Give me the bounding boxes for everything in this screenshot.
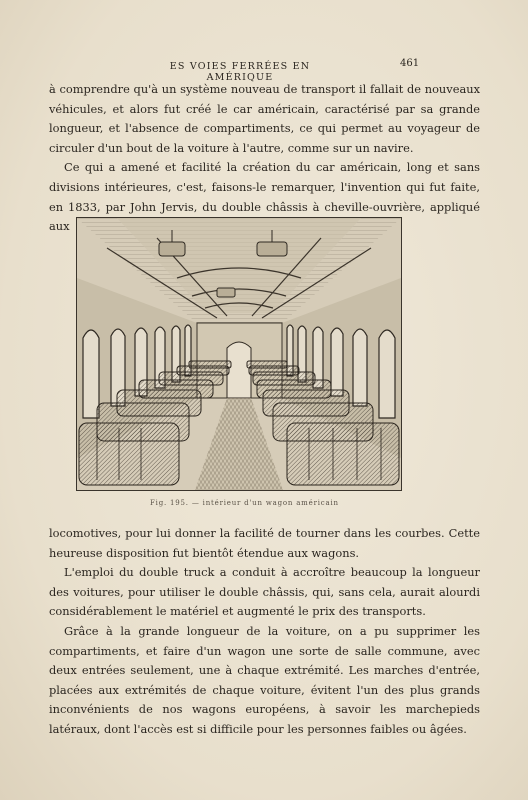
page-number: 461 [400, 58, 420, 69]
paragraph: à comprendre qu'à un système nouveau de transport il fallait de nouveaux véhicules, et alors fut créé le car américain, caractérisé par sa grande longueur, et l'absence de compartiments, ce qui permet au voyageur de circuler d'un bout de la voiture à l'autre, comme sur un navire. [49, 82, 480, 155]
engraving-illustration [77, 218, 401, 490]
bottom-text-block [49, 524, 480, 740]
paragraph: locomotives, pour lui donner la facilité de tourner dans les courbes. Cette heureuse disposition fut bientôt étendue aux wagons. [49, 526, 480, 560]
paragraph: L'emploi du double truck a conduit à accroître beaucoup la longueur des voitures, pour utiliser le double châssis, qui, sans cela, aurait alourdi considérablement le matériel et augmenté le prix des transports. [49, 565, 480, 619]
top-text-block [49, 80, 480, 237]
rail-car-interior-engraving [76, 217, 402, 491]
paragraph: Grâce à la grande longueur de la voiture, on a pu supprimer les compartiments, et faire d'un wagon une sorte de salle commune, avec deux entrées seulement, une à chaque extrémité. Les marches d'entrée, placées aux extrémités de chaque voiture, évitent l'un des plus grands inconvénients de nos wagons européens, à savoir les marchepieds latéraux, dont l'accès est si difficile pour les personnes faibles ou âgées. [49, 623, 480, 736]
figure-caption: Fig. 195. — intérieur d'un wagon américain [150, 499, 339, 507]
running-head: ES VOIES FERRÉES EN AMÉRIQUE [169, 61, 311, 83]
paragraph: Ce qui a amené et facilité la création du car américain, long et sans divisions intérieures, c'est, faisons-le remarquer, l'invention qui fut faite, en 1833, par John Jervis, du double châssis à cheville-ouvrière, appliqué aux [49, 160, 480, 234]
